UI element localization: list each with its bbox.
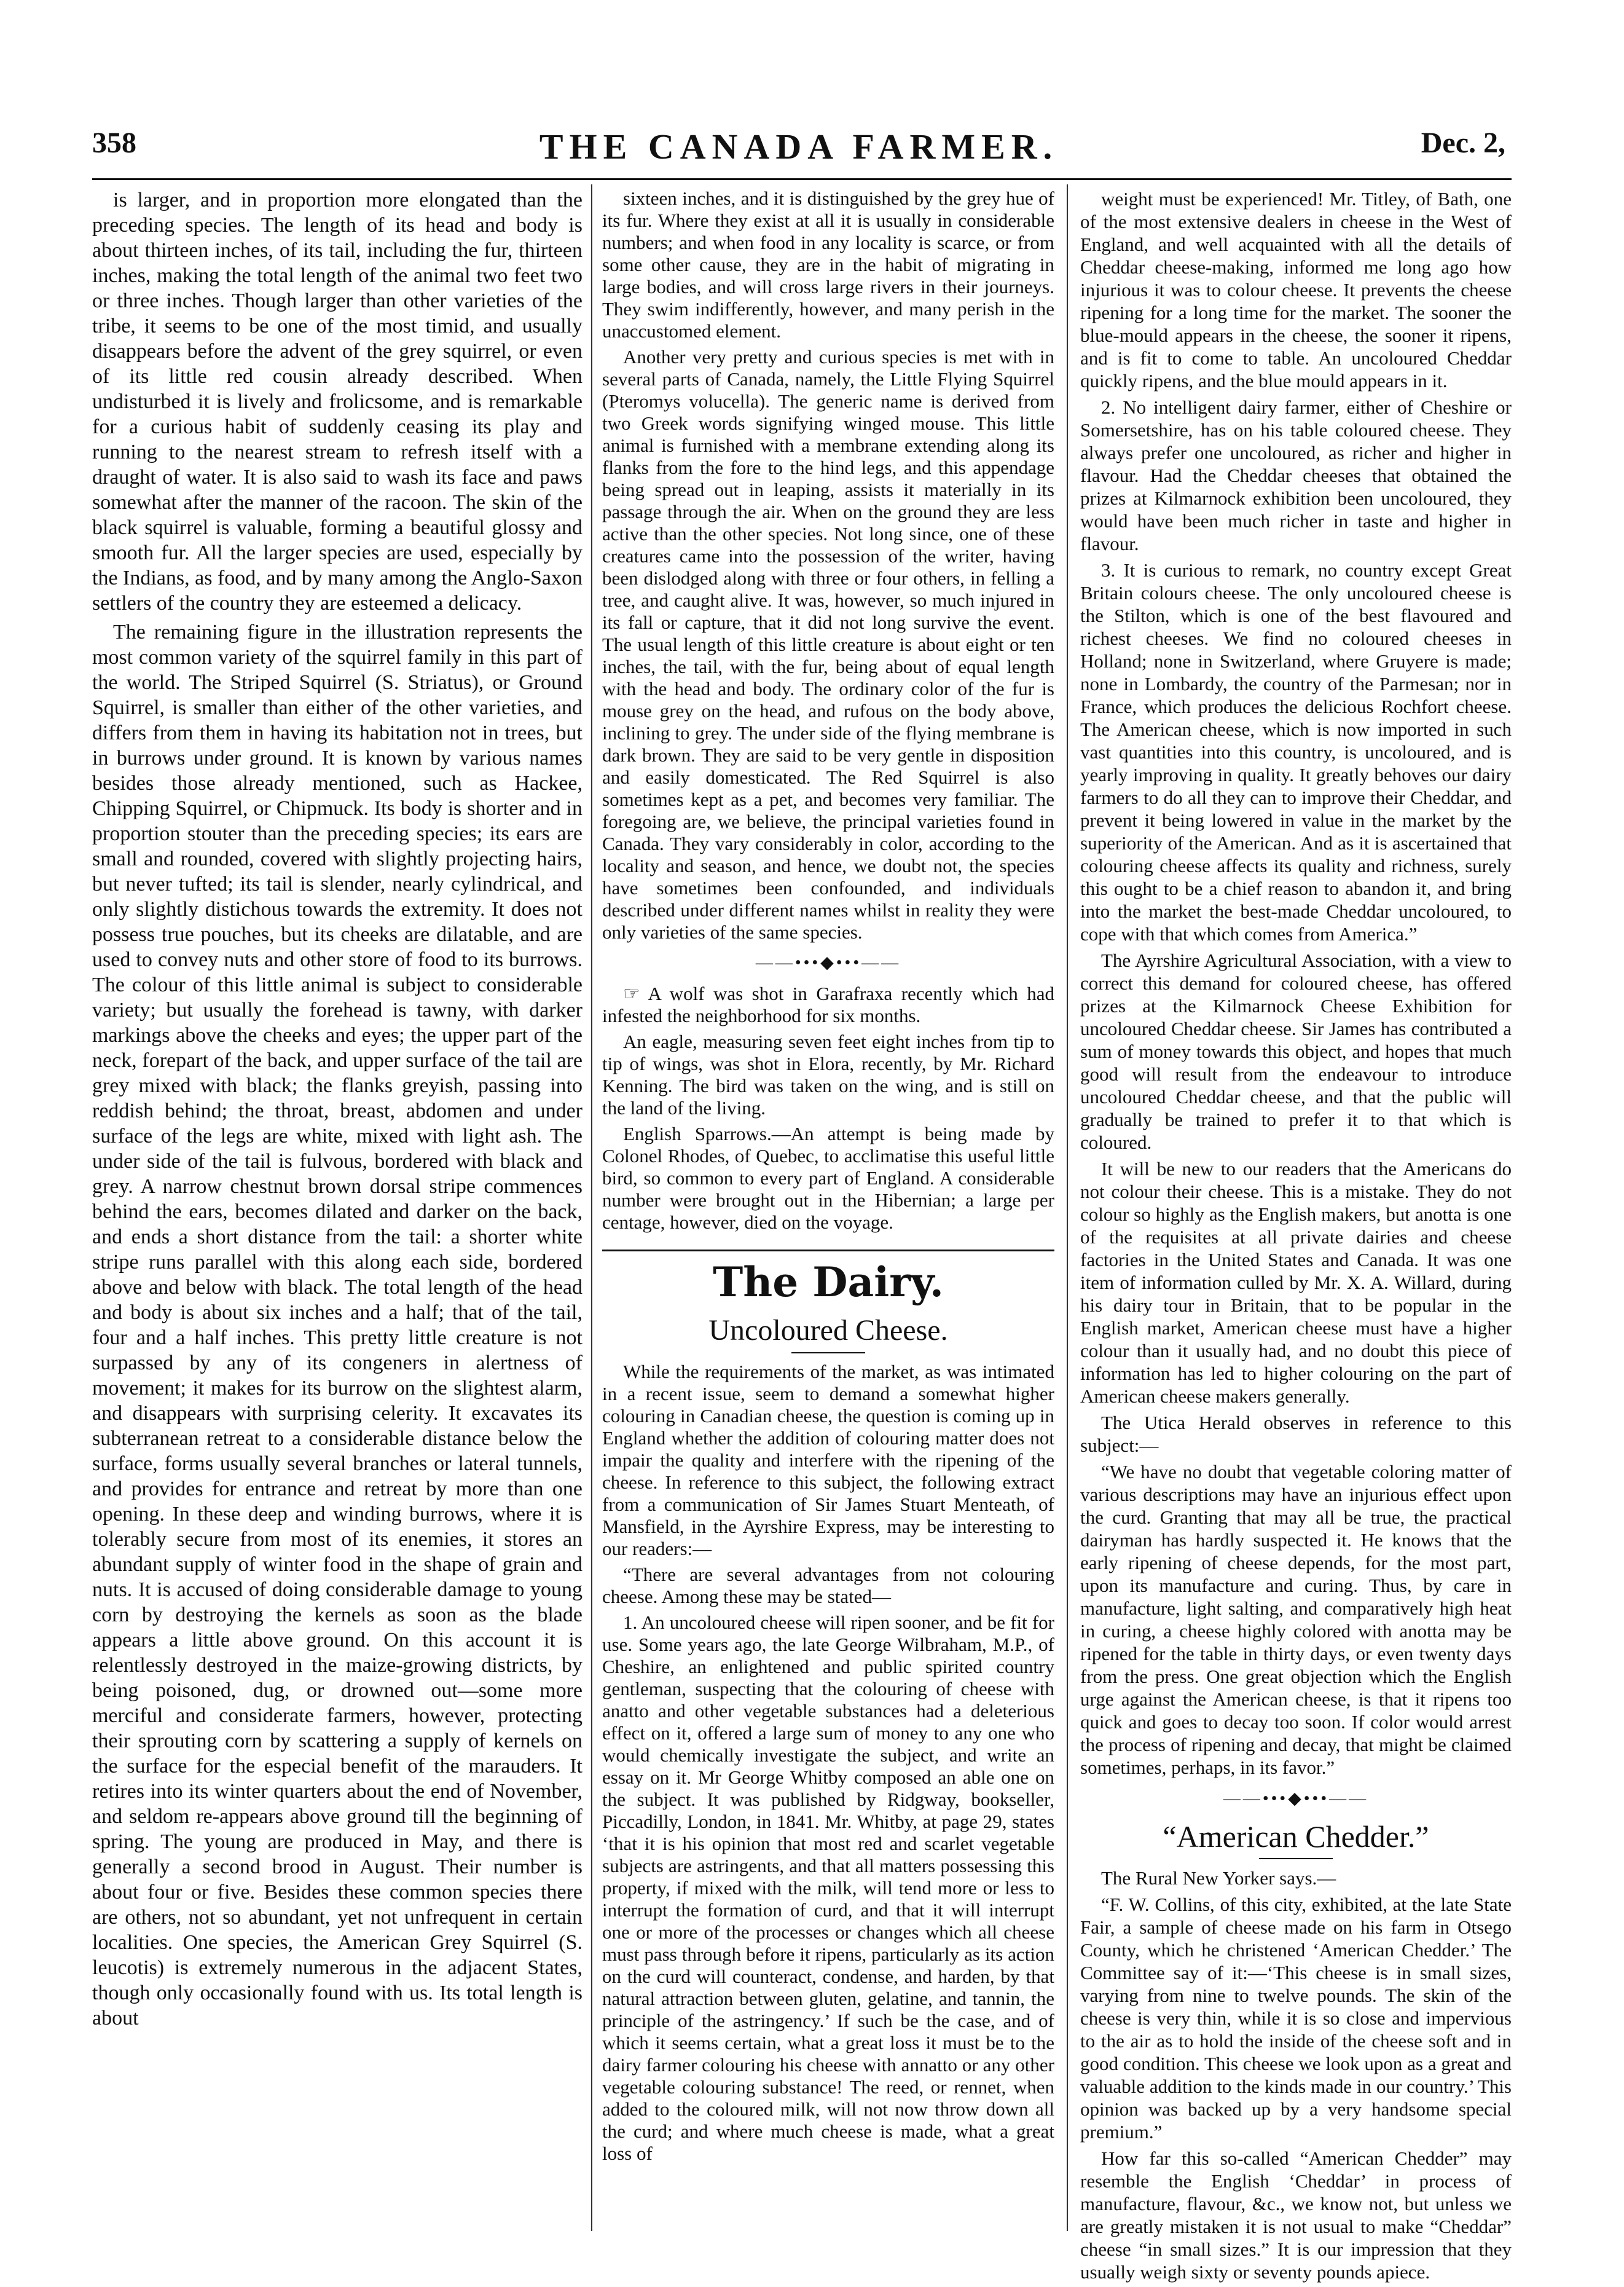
paragraph: Another very pretty and curious species is met with in several parts of Canada, namely, the Little Flying Squirrel (Pteromys volucella). The generic name is derived from two Greek words signifying winged mouse. This little animal is furnished with a membrane extending along its flanks from the fore to the hind legs, and this appendage being spread out in leaping, assists it materially in its passage through the air. When on the ground they are less active than the other species. Not long since, one of these creatures came into the possession of the writer, having been dislodged along with three or four others, in felling a tree, and caught alive. It was, however, so much injured in its fall or capture, that it did not long survive the event. The usual length of this little creature is about eight or ten inches, the tail, with the fur, being about of equal length with the head and body. The ordinary color of the fur is mouse grey on the head, and rufous on the body above, inclining to grey. The under side of the flying membrane is dark brown. They are said to be very gentle in disposition and easily domesticated. The Red Squirrel is also sometimes kept as a pet, and becomes very familiar. The foregoing are, we believe, the principal varieties found in Canada. They vary considerably in color, according to the locality and season, and hence, we doubt not, the species have sometimes been confounded, and individuals described under different names whilst in reality they were only varieties of the same species. xyxy=(602,346,1054,943)
paragraph: “There are several advantages from not colouring cheese. Among these may be stated— xyxy=(602,1564,1054,1607)
ornament-divider: ——•••◆•••—— xyxy=(1223,1789,1369,1808)
news-note: An eagle, measuring seven feet eight inches from tip to tip of wings, was shot in Elora, recently, by Mr. Richard Kenning. The bird was taken on the wing, and is still on the land of the living. xyxy=(602,1031,1054,1119)
paragraph: It will be new to our readers that the Americans do not colour their cheese. This is a mistake. They do not colour so highly as the English makers, but anotta is one of the requisites at all private dairies and cheese factories in the United States and Canada. It was one item of information culled by Mr. X. A. Willard, during his dairy tour in Britain, that to be popular in the English market, American cheese must have a higher colour than it usually had, and no doubt this piece of information has led to higher colouring on the part of American cheese makers generally. xyxy=(1080,1158,1512,1407)
issue-date: Dec. 2, xyxy=(1421,127,1505,159)
header-rule xyxy=(92,178,1512,180)
paragraph: “F. W. Collins, of this city, exhibited, at the late State Fair, a sample of cheese made on his farm in Otsego County, which he christened ‘American Chedder.’ The Committee say of it:—‘This cheese is in small sizes, varying from nine to twelve pounds. The skin of the cheese is very thin, while it is so close and impervious to the air as to hold the inside of the cheese soft and in good condition. This cheese we look upon as a great and valuable addition to the kinds made in our country.’ This opinion was backed up by a very handsome special premium.” xyxy=(1080,1894,1512,2143)
title-rule xyxy=(791,1352,865,1353)
paragraph: weight must be experienced! Mr. Titley, of Bath, one of the most extensive dealers in cheese in the West of England, and well acquainted with all the details of Cheddar cheese-making, informed me long ago how injurious it was to colour cheese. It prevents the cheese ripening for a long time for the market. The sooner the blue-mould appears in the cheese, the sooner it ripens, and is fit to come to table. An uncoloured Cheddar quickly ripens, and the blue mould appears in it. xyxy=(1080,188,1512,392)
paragraph: 3. It is curious to remark, no country except Great Britain colours cheese. The only uncoloured cheese is the Stilton, which is one of the best flavoured and richest cheeses. We find no coloured cheeses in Holland; none in Switzerland, where Gruyere is made; none in Lombardy, the country of the Parmesan; nor in France, which produces the delicious Rochfort cheese. The American cheese, which is now imported in such vast quantities into this country, is uncoloured, and is yearly improving in quality. It greatly behoves our dairy farmers to do all they can to improve their Cheddar, and prevent it being lowered in value in the market by the superiority of the American. And as it is ascertained that colouring cheese affects its quality and richness, surely this ought to be a chief reason to abandon it, and bring into the market the best-made Cheddar uncoloured, to cope with that which comes from America.” xyxy=(1080,559,1512,945)
paragraph: The Ayrshire Agricultural Association, with a view to correct this demand for coloured cheese, has offered prizes at the Kilmarnock Cheese Exhibition for uncoloured Cheddar cheese. Sir James has contributed a sum of money towards this object, and hopes that much good will result from the endeavour to introduce uncoloured Cheddar cheese, and that the public will gradually be trained to prefer it to that which is coloured. xyxy=(1080,950,1512,1153)
column-divider xyxy=(1067,184,1068,2231)
page-number: 358 xyxy=(92,127,136,159)
column-three xyxy=(1080,187,1512,2287)
paragraph: “We have no doubt that vegetable coloring matter of various descriptions may have an injurious effect upon the curd. Granting that may all be true, the practical dairyman has hardly suspected it. He knows that the early ripening of cheese depends, for the most part, upon its manufacture and curing. Thus, by care in manufacture, light salting, and comparatively high heat in curing, a cheese highly colored with anotta may be ripened for the table in thirty days, or even twenty days from the press. One great objection which the English urge against the American cheese, is that it ripens too quick and goes to decay too soon. If color would arrest the process of ripening and decay, that might be claimed sometimes, perhaps, in its favor.” xyxy=(1080,1461,1512,1778)
paragraph: sixteen inches, and it is distinguished by the grey hue of its fur. Where they exist at all it is usually in considerable numbers; and when food in any locality is scarce, or from some other cause, they are in the habit of migrating in large bodies, and will cross large rivers in their journeys. They swim indifferently, however, and many perish in the unaccustomed element. xyxy=(602,187,1054,342)
paragraph: While the requirements of the market, as was intimated in a recent issue, seem to demand a somewhat higher colouring in Canadian cheese, the question is coming up in England whether the addition of colouring matter does not impair the quality and interfere with the ripening of the cheese. In reference to this subject, the following extract from a communication of Sir James Stuart Menteath, of Mansfield, in the Ayrshire Express, may be interesting to our readers:— xyxy=(602,1361,1054,1559)
ornament-divider: ——•••◆•••—— xyxy=(755,953,901,972)
paragraph: 1. An uncoloured cheese will ripen sooner, and be fit for use. Some years ago, the late George Wilbraham, M.P., of Cheshire, an enlightened and public spirited country gentleman, suspecting that the colouring of cheese with anatto and other vegetable substances had a deleterious effect on it, offered a large sum of money to any one who would chemically investigate the subject, and write an essay on it. Mr George Whitby composed an able one on the subject. It was published by Ridgway, bookseller, Piccadilly, London, in 1841. Mr. Whitby, at page 29, states ‘that it is his opinion that most red and scarlet vegetable subjects are astringents, and that all matters possessing this property, if mixed with the milk, will tend more or less to interrupt the formation of curd, and that it will interrupt one or more of the processes or changes which all cheese must pass through before it ripens, particularly as its action on the curd will counteract, condense, and harden, by that natural attraction between gluten, gelatine, and tannin, the principle of the astringency.’ If such be the case, and of which it seems certain, what a great loss it must be to the dairy farmer colouring his cheese with annatto or any other vegetable colouring substance! The reed, or rennet, when added to the coloured milk, will not now throw down all the curd; and where much cheese is made, what a great loss of xyxy=(602,1612,1054,2164)
section-title: The Dairy. xyxy=(713,1258,944,1306)
paragraph: 2. No intelligent dairy farmer, either of Cheshire or Somersetshire, has on his table coloured cheese. They always prefer one uncoloured, as richer and higher in flavour. Had the Cheddar cheeses that obtained the prizes at Kilmarnock exhibition been uncoloured, they would have been much richer in taste and higher in flavour. xyxy=(1080,396,1512,554)
paragraph: How far this so-called “American Chedder” may resemble the English ‘Cheddar’ in process of manufacture, flavour, &c., we know not, but unless we are greatly mistaken it is not usual to make “Cheddar” cheese “in small sizes.” It is our impression that they usually weigh sixty or seventy pounds apiece. xyxy=(1080,2147,1512,2283)
title-rule xyxy=(1259,1858,1333,1859)
column-divider xyxy=(591,184,592,2231)
paragraph: The Rural New Yorker says.— xyxy=(1101,1867,1336,1889)
column-one xyxy=(92,187,583,2034)
news-note: English Sparrows.—An attempt is being made by Colonel Rhodes, of Quebec, to acclimatise this useful little bird, so common to every part of England. A considerable number were brought out in the Hibernian; a large per centage, however, died on the voyage. xyxy=(602,1123,1054,1233)
masthead-title: THE CANADA FARMER. xyxy=(539,127,1059,167)
article-title: “American Chedder.” xyxy=(1163,1819,1429,1854)
column-two xyxy=(602,187,1054,2168)
paragraph: The Utica Herald observes in reference to this subject:— xyxy=(1080,1412,1512,1456)
article-title: Uncoloured Cheese. xyxy=(708,1314,948,1347)
section-rule xyxy=(602,1250,1054,1251)
paragraph: is larger, and in proportion more elongated than the preceding species. The length of its head and body is about thirteen inches, of its tail, including the fur, thirteen inches, making the total length of the animal two feet two or three inches. Though larger than other varieties of the tribe, it seems to be one of the most timid, and usually disappears before the advent of the grey squirrel, or even of its little red cousin already described. When undisturbed it is lively and frolicsome, and is remarkable for a curious habit of suddenly ceasing its play and running to the nearest stream to refresh itself with a draught of water. It is also said to wash its face and paws somewhat after the manner of the racoon. The skin of the black squirrel is valuable, forming a beautiful glossy and smooth fur. All the larger species are used, especially by the Indians, as food, and by many among the Anglo-Saxon settlers of the country they are esteemed a delicacy. xyxy=(92,189,583,615)
news-note: ☞ A wolf was shot in Garafraxa recently which had infested the neighborhood for six months. xyxy=(602,983,1054,1026)
paragraph: The remaining figure in the illustration represents the most common variety of the squirrel family in this part of the world. The Striped Squirrel (S. Striatus), or Ground Squirrel, is smaller than either of the other varieties, and differs from them in having its habitation not in trees, but in burrows under ground. It is known by various names besides those already mentioned, such as Hackee, Chipping Squirrel, or Chipmuck. Its body is shorter and in proportion stouter than the preceding species; its ears are small and rounded, covered with slightly projecting hairs, but never tufted; its tail is slender, nearly cylindrical, and only slightly distichous towards the extremity. It does not possess true pouches, but its cheeks are dilatable, and are used to convey nuts and other store of food to its burrows. The colour of this little animal is subject to considerable variety; but usually the forehead is tawny, with darker markings above the cheeks and eyes; the upper part of the neck, forepart of the back, and upper surface of the tail are grey mixed with black; the flanks greyish, passing into reddish behind; the throat, breast, abdomen and under surface of the legs are white, mixed with light ash. The under side of the tail is fulvous, bordered with black and grey. A narrow chestnut brown dorsal stripe commences behind the ears, becomes dilated and darker on the back, and ends a short distance from the tail: a shorter white stripe runs parallel with this along each side, bordered above and below with black. The total length of the head and body is about six inches and a half; that of the tail, four and a half inches. This pretty little creature is not surpassed by any of its congeners in alertness of movement; it makes for its burrow on the slightest alarm, and disappears with surprising celerity. It excavates its subterranean retreat to a considerable distance below the surface, forms usually several branches or lateral tunnels, and provides for entrance and retreat by more than one opening. In these deep and winding burrows, where it is tolerably secure from most of its enemies, it stores an abundant supply of winter food in the shape of grain and nuts. It is accused of doing considerable damage to young corn by destroying the kernels as soon as the blade appears a little above ground. On this account it is relentlessly destroyed in the maize-growing districts, by being poisoned, dug, or drowned out—some more merciful and considerate farmers, however, protecting their sprouting corn by scattering a supply of kernels on the surface for the especial benefit of the marauders. It retires into its winter quarters about the end of November, and seldom re-appears above ground till the beginning of spring. The young are produced in May, and there is generally a second brood in August. Their number is about four or five. Besides these common species there are others, not so abundant, yet not unfrequent in certain localities. One species, the American Grey Squirrel (S. leucotis) is extremely numerous in the adjacent States, though only occasionally found with us. Its total length is about xyxy=(92,621,583,2029)
page-header xyxy=(92,126,1505,167)
